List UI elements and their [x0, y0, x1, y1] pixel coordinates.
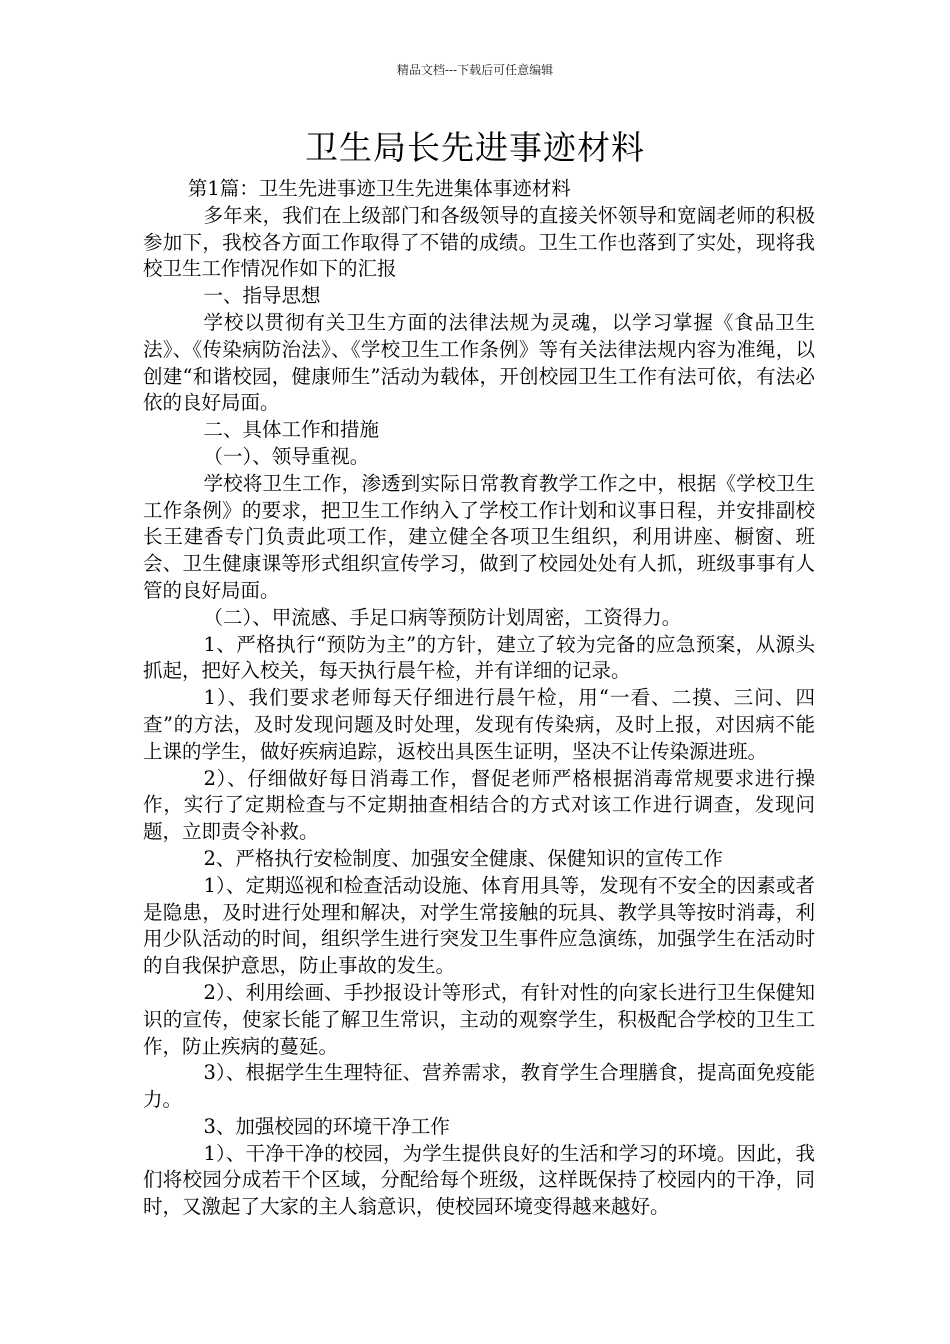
- document-title: 卫生局长先进事迹材料: [305, 128, 645, 167]
- paragraph: 1）、定期巡视和检查活动设施、体育用具等，发现有不安全的因素或者是隐患，及时进行处理和解决，对学生常接触的玩具、教学具等按时消毒，利用少队活动的时间，组织学生进行突发卫生事件应急演练，加强学生在活动时的自我保护意思，防止事故的发生。: [143, 873, 815, 978]
- paragraph: 2）、利用绘画、手抄报设计等形式，有针对性的向家长进行卫生保健知识的宣传，使家长能了解卫生常识，主动的观察学生，积极配合学校的卫生工作，防止疾病的蔓延。: [143, 980, 815, 1058]
- paragraph: 2）、仔细做好每日消毒工作，督促老师严格根据消毒常规要求进行操作，实行了定期检查与不定期抽查相结合的方式对该工作进行调查，发现问题，立即责令补救。: [143, 766, 815, 844]
- paragraph: 多年来，我们在上级部门和各级领导的直接关怀领导和宽阔老师的积极参加下，我校各方面工作取得了不错的成绩。卫生工作也落到了实处，现将我校卫生工作情况作如下的汇报: [143, 203, 815, 281]
- paragraph: 1）、干净干净的校园，为学生提供良好的生活和学习的环境。因此，我们将校园分成若干个区域，分配给每个班级，这样既保持了校园内的干净，同时，又激起了大家的主人翁意识，使校园环境变得越来越好。: [143, 1141, 815, 1219]
- paragraph: 3）、根据学生生理特征、营养需求，教育学生合理膳食，提高面免疫能力。: [143, 1061, 815, 1112]
- document-body: [143, 176, 815, 1221]
- paragraph: 3、加强校园的环境干净工作: [203, 1114, 450, 1138]
- paragraph: 2、严格执行安检制度、加强安全健康、保健知识的宣传工作: [203, 846, 723, 870]
- section-heading: 第1篇：卫生先进事迹卫生先进集体事迹材料: [187, 177, 571, 200]
- section-heading: 一、指导思想: [203, 284, 321, 308]
- section-heading: 二、具体工作和措施: [203, 418, 379, 442]
- subsection-heading: （二）、甲流感、手足口病等预防计划周密，工资得力。: [203, 605, 682, 629]
- paragraph: 1、严格执行“预防为主”的方针，建立了较为完备的应急预案，从源头抓起，把好入校关，每天执行晨午检，并有详细的记录。: [143, 632, 815, 683]
- paragraph: 1）、我们要求老师每天仔细进行晨午检，用“一看、二摸、三问、四查”的方法，及时发现问题及时处理，发现有传染病，及时上报，对因病不能上课的学生，做好疾病追踪，返校出具医生证明，坚决不让传染源进班。: [143, 686, 815, 763]
- paragraph: 学校以贯彻有关卫生方面的法律法规为灵魂，以学习掌握《食品卫生法》、《传染病防治法》、《学校卫生工作条例》等有关法律法规内容为准绳，以创建“和谐校园，健康师生”活动为载体，开创校园卫生工作有法可依，有法必依的良好局面。: [143, 310, 815, 415]
- paragraph: 学校将卫生工作，渗透到实际日常教育教学工作之中，根据《学校卫生工作条例》的要求，把卫生工作纳入了学校工作计划和议事日程，并安排副校长王建香专门负责此项工作，建立健全各项卫生组织，利用讲座、橱窗、班会、卫生健康课等形式组织宣传学习，做到了校园处处有人抓，班级事事有人管的良好局面。: [143, 471, 815, 602]
- page-header: 精品文档---下载后可任意编辑: [396, 63, 554, 77]
- subsection-heading: （一）、领导重视。: [203, 444, 370, 468]
